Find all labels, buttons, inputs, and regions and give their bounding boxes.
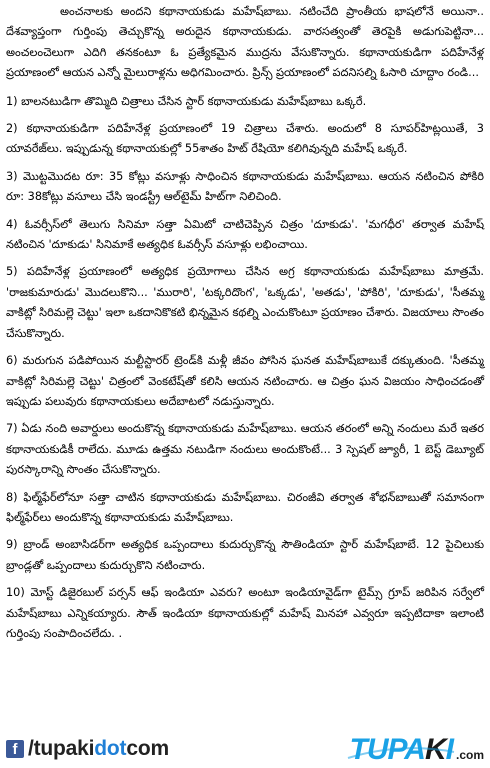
fact-paragraph-4: 4) ఓవర్సీస్‌లో తెలుగు సినిమా సత్తా ఏమిటో చాటిచెప్పిన చిత్రం 'దూకుడు'. 'మగధీర' తర్వాత మహేష్ నటించిన 'దూకుడు' సినిమాకే అత్యధిక ఓవర్సీస్ వసూళ్లు లభించాయి. xyxy=(6,217,484,252)
facebook-icon: f xyxy=(6,740,24,758)
fact-paragraph-1: 1) బాలనటుడిగా తొమ్మిది చిత్రాలు చేసిన స్టార్ కథానాయకుడు మహేష్‌బాబు ఒక్కరే. xyxy=(6,94,367,108)
article-intro-paragraph: అంచనాలకు అందని కథానాయకుడు మహేష్‌బాబు. నటించేది ప్రాంతీయ భాషలోనే అయినా.. దేశవ్యాప్తంగా గుర్తింపు తెచ్చుకొన్న అరుదైన కథానాయకుడు. వారసత్వంతో తెరపైకి అడుగుపెట్టినా... అంచలంచెలుగా ఎదిగి తనకంటూ ఓ ప్రత్యేకమైన ముద్రను వేసుకొన్నారు. కథానాయకుడిగా పదిహేనేళ్ల ప్రయాణంలో ఆయన ఎన్నో మైలురాళ్లను అధిగమించారు. ప్రిన్స్ ప్రయాణంలో పదనిసల్ని ఓసారి చూద్దాం రండి... xyxy=(6,5,484,80)
site-name-dot: dot xyxy=(94,737,127,760)
fact-paragraph-10: 10) మోస్ట్ డిజైరబుల్ పర్సన్ ఆఫ్ ఇండియా ఎవరు? అంటూ ఇండియావైడ్‌గా టైమ్స్ గ్రూప్ జరిపిన సర్వేలో మహేష్‌బాబు ఎన్నికయ్యారు. సౌత్ ఇండియా కథానాయకుల్లో మహేష్ మినహా ఎవ్వరూ ఇప్పటిదాకా ఇలాంటి గుర్తింపు సంపాదించలేదు. . xyxy=(6,586,484,640)
fact-paragraph-8: 8) ఫిల్మ్‌ఫేర్‌లోనూ సత్తా చాటిన కథానాయకుడు మహేష్‌బాబు. చిరంజీవి తర్వాత శోభన్‌బాబుతో సమానంగా ఫిల్మ్‌ఫేర్‌లు అందుకొన్న కథానాయకుడు మహేష్‌బాబు. xyxy=(6,490,484,524)
logo-part-b: I xyxy=(445,733,453,766)
fact-paragraph-9: 9) బ్రాండ్ అంబాసిడర్‌గా అత్యధిక ఒప్పందాలు కుదుర్చుకొన్న సౌతిండియా స్టార్ మహేష్‌బాబే. 12 పైచిలుకు బ్రాండ్లతో ఒప్పందాలు కుదుర్చుకొని నటించారు. xyxy=(6,538,484,572)
tupaki-logo xyxy=(349,733,484,766)
fact-paragraph-2: 2) కథానాయకుడిగా పదిహేనేళ్ల ప్రయాణంలో 19 చిత్రాలు చేశారు. అందులో 8 సూపర్‌హిట్లయితే, 3 యావరేజ్‌లు. ఇప్పుడున్న కథానాయకుల్లో 55శాతం హిట్ రేషియో కలిగివున్నది మహేష్ ఒక్కరే. xyxy=(6,122,484,156)
logo-part-k: K xyxy=(424,733,446,766)
logo-wordmark xyxy=(349,733,453,766)
fact-paragraph-3: 3) మొట్టమొదట రూ: 35 కోట్లు వసూళ్లు సాధించిన కథానాయకుడు మహేష్‌బాబు. ఆయన నటించిన పోకిరి రూ: 38కోట్లు వసూలు చేసి ఇండస్ట్రీ ఆల్‌టైమ్ హిట్‌గా నిలిచింది. xyxy=(6,169,484,204)
logo-swoosh-icon xyxy=(346,746,456,760)
site-name-end: com xyxy=(126,737,169,760)
fact-paragraph-5: 5) పదిహేనేళ్ల ప్రయాణంలో అత్యధిక ప్రయోగాలు చేసిన అగ్ర కథానాయకుడు మహేష్‌బాబు మాత్రమే. 'రాజకుమారుడు' మొదలుకొని... 'మురారి', 'టక్కరిదొంగ', 'ఒక్కడు', 'అతడు', 'పోకిరి', 'దూకుడు', 'సీతమ్మ వాకిట్లో సిరిమల్లె చెట్టు' ఇలా ఒకదానికొకటి భిన్నమైన కథల్ని ఎంచుకొంటూ ప్రయాణం చేశారు. విజయాలు సొంతం చేసుకొన్నారు. xyxy=(6,265,484,340)
facebook-page-link[interactable] xyxy=(6,738,169,760)
fact-paragraph-7: 7) ఏడు నంది అవార్డులు అందుకొన్న కథానాయకుడు మహేష్‌బాబు. ఆయన తరంలో అన్ని నందులు మరే ఇతర కథానాయకుడికీ రాలేదు. మూడు ఉత్తమ నటుడిగా నందులు అందుకొంటే... 3 స్పెషల్ జ్యూరీ, 1 బెస్ట్ డెబ్యూట్ పురస్కారాన్ని సొంతం చేసుకొన్నారు. xyxy=(6,422,484,477)
logo-domain-suffix: .com xyxy=(455,748,484,762)
footer-watermark-bar xyxy=(0,732,490,768)
fact-paragraph-6: 6) మరుగున పడిపోయిన మల్టీస్టారర్ ట్రెండ్‌కి మళ్లీ జీవం పోసిన ఘనత మహేష్‌బాబుకే దక్కుతుంది. 'సీతమ్మ వాకిట్లో సిరిమల్లె చెట్టు' చిత్రంలో వెంకటేష్‌తో కలిసి ఆయన నటించారు. ఆ చిత్రం ఘన విజయం సాధించడంతో ఇప్పుడు పలువురు కథానాయకులు అదేబాటలో నడుస్తున్నారు. xyxy=(6,354,484,408)
facebook-page-name xyxy=(28,737,169,761)
site-name-main: /tupaki xyxy=(28,737,95,760)
logo-part-a: TUPA xyxy=(349,733,425,766)
